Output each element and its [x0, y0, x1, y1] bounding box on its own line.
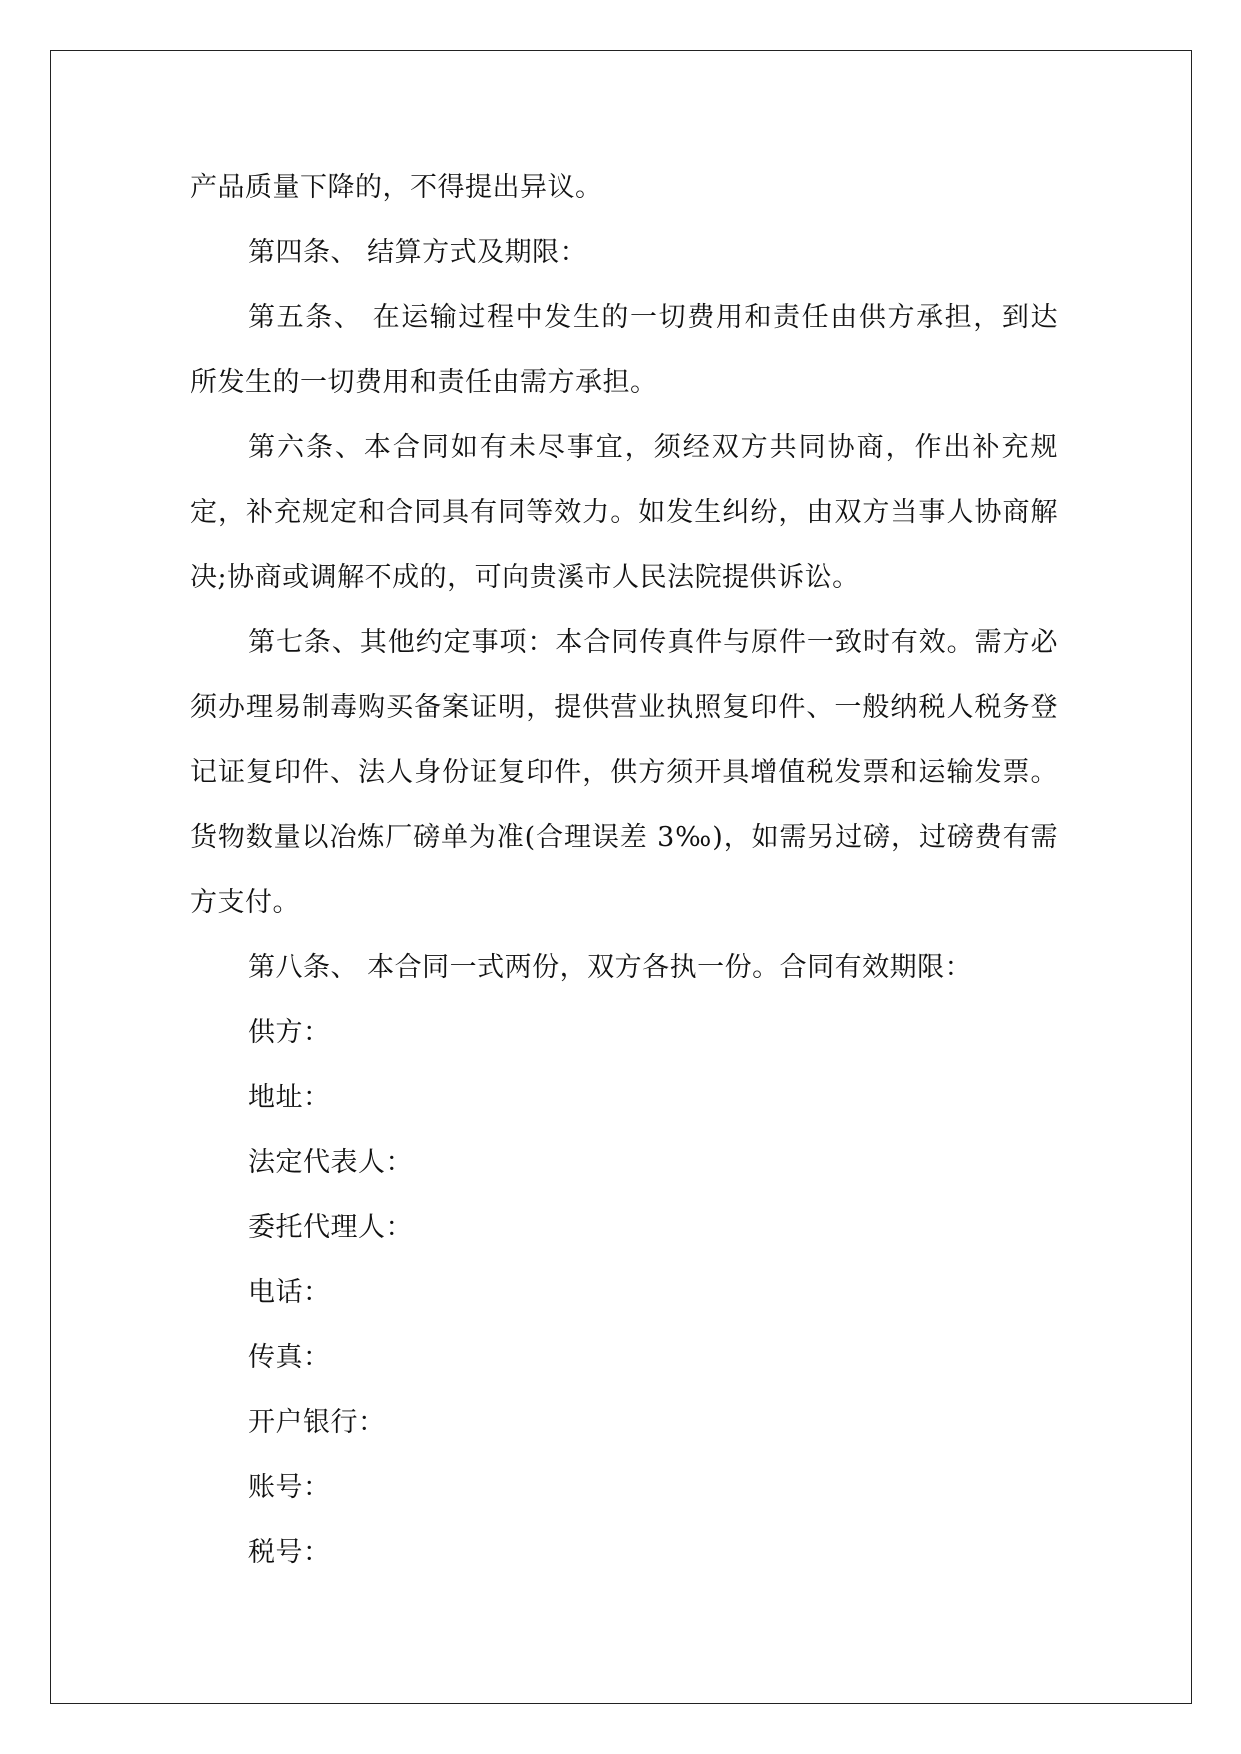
field-address: 地址： [248, 1082, 331, 1113]
paragraph-continuation: 产品质量下降的，不得提出异议。 [190, 172, 603, 203]
article-4-settlement: 第四条、 结算方式及期限： [248, 237, 588, 268]
field-phone: 电话： [248, 1277, 331, 1308]
article-7-other-terms: 第七条、其他约定事项：本合同传真件与原件一致时有效。需方必须办理易制毒购买备案证明，提供营业执照复印件、一般纳税人税务登记证复印件、法人身份证复印件，供方须开具增值税发票和运输发票。货物数量以冶炼厂磅单为准(合理误差 3‰)，如需另过磅，过磅费有需方支付。 [190, 627, 1058, 918]
field-supplier: 供方： [248, 1017, 331, 1048]
article-8-copies: 第八条、 本合同一式两份，双方各执一份。合同有效期限： [248, 952, 973, 983]
field-tax-number: 税号： [248, 1537, 331, 1568]
field-authorized-agent: 委托代理人： [248, 1212, 413, 1243]
field-account-number: 账号： [248, 1472, 331, 1503]
contract-body [190, 155, 1058, 1585]
article-5-transport-costs: 第五条、 在运输过程中发生的一切费用和责任由供方承担，到达 所发生的一切费用和责任由需方承担。 [190, 302, 1058, 398]
field-fax: 传真： [248, 1342, 331, 1373]
field-legal-representative: 法定代表人： [248, 1147, 413, 1178]
field-bank: 开户银行： [248, 1407, 386, 1438]
article-6-disputes: 第六条、本合同如有未尽事宜，须经双方共同协商，作出补充规定，补充规定和合同具有同等效力。如发生纠纷，由双方当事人协商解决;协商或调解不成的，可向贵溪市人民法院提供诉讼。 [190, 432, 1058, 593]
